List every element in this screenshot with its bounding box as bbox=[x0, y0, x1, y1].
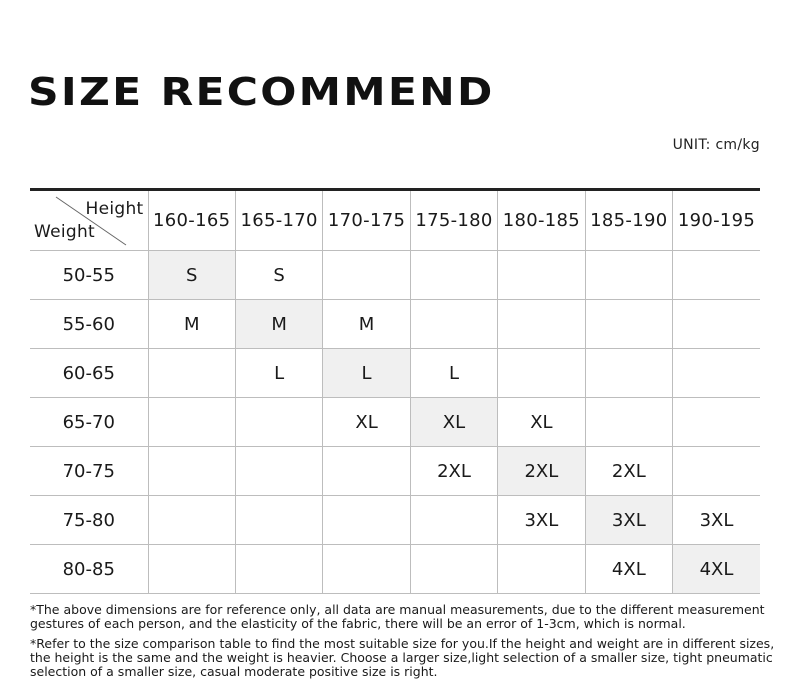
size-cell bbox=[498, 251, 585, 300]
size-cell: L bbox=[410, 349, 497, 398]
size-cell bbox=[585, 300, 672, 349]
size-cell: 3XL bbox=[585, 496, 672, 545]
size-cell bbox=[410, 545, 497, 594]
size-cell: XL bbox=[410, 398, 497, 447]
size-cell: S bbox=[235, 251, 322, 300]
corner-cell bbox=[30, 190, 148, 251]
table-row bbox=[30, 300, 760, 349]
size-cell: M bbox=[323, 300, 410, 349]
size-cell bbox=[323, 447, 410, 496]
size-cell bbox=[673, 447, 760, 496]
size-cell bbox=[410, 300, 497, 349]
page-title: SIZE RECOMMEND bbox=[28, 70, 495, 114]
height-header: 185-190 bbox=[585, 190, 672, 251]
table-row bbox=[30, 496, 760, 545]
size-cell bbox=[585, 251, 672, 300]
height-header: 180-185 bbox=[498, 190, 585, 251]
size-cell bbox=[323, 251, 410, 300]
size-cell bbox=[148, 545, 235, 594]
size-cell bbox=[235, 545, 322, 594]
size-cell bbox=[673, 398, 760, 447]
size-cell bbox=[498, 349, 585, 398]
size-cell: 3XL bbox=[673, 496, 760, 545]
size-cell bbox=[148, 398, 235, 447]
size-cell bbox=[148, 496, 235, 545]
size-cell bbox=[323, 496, 410, 545]
size-cell: 2XL bbox=[585, 447, 672, 496]
weight-range-label: 55-60 bbox=[30, 300, 148, 349]
header-row bbox=[30, 190, 760, 251]
size-chart-table bbox=[30, 188, 760, 594]
size-cell bbox=[673, 349, 760, 398]
size-cell: 3XL bbox=[498, 496, 585, 545]
table-row bbox=[30, 398, 760, 447]
height-header: 170-175 bbox=[323, 190, 410, 251]
size-cell: L bbox=[323, 349, 410, 398]
size-cell: M bbox=[148, 300, 235, 349]
size-cell bbox=[148, 447, 235, 496]
size-cell: 2XL bbox=[410, 447, 497, 496]
weight-range-label: 50-55 bbox=[30, 251, 148, 300]
size-cell bbox=[673, 251, 760, 300]
disclaimer-note: *The above dimensions are for reference only, all data are manual measurements, due to the different measurement gestures of each person, and the elasticity of the fabric, there will be an error of 1-3cm, which is normal. bbox=[30, 602, 765, 631]
height-axis-label: Height bbox=[85, 199, 144, 219]
size-cell: S bbox=[148, 251, 235, 300]
height-header: 165-170 bbox=[235, 190, 322, 251]
size-cell bbox=[498, 300, 585, 349]
size-advice-note: *Refer to the size comparison table to find the most suitable size for you.If the height and weight are in different sizes, the height is the same and the weight is heavier. Choose a larger size,light selection of a smaller size, tight pneumatic selection of a smaller size, casual moderate positive size is right. bbox=[30, 636, 775, 679]
size-cell: 4XL bbox=[673, 545, 760, 594]
size-cell bbox=[235, 496, 322, 545]
size-cell bbox=[585, 349, 672, 398]
weight-axis-label: Weight bbox=[34, 222, 96, 242]
size-cell bbox=[323, 545, 410, 594]
size-cell bbox=[410, 496, 497, 545]
size-cell bbox=[410, 251, 497, 300]
size-cell: 2XL bbox=[498, 447, 585, 496]
size-cell: M bbox=[235, 300, 322, 349]
size-cell bbox=[148, 349, 235, 398]
size-cell: XL bbox=[323, 398, 410, 447]
size-cell bbox=[235, 447, 322, 496]
unit-label: UNIT: cm/kg bbox=[672, 137, 760, 153]
weight-range-label: 80-85 bbox=[30, 545, 148, 594]
table-row bbox=[30, 251, 760, 300]
height-header: 175-180 bbox=[410, 190, 497, 251]
size-cell bbox=[585, 398, 672, 447]
size-cell: 4XL bbox=[585, 545, 672, 594]
size-cell bbox=[673, 300, 760, 349]
weight-range-label: 60-65 bbox=[30, 349, 148, 398]
size-cell: XL bbox=[498, 398, 585, 447]
height-header: 190-195 bbox=[673, 190, 760, 251]
weight-range-label: 75-80 bbox=[30, 496, 148, 545]
size-cell bbox=[235, 398, 322, 447]
height-header: 160-165 bbox=[148, 190, 235, 251]
size-cell bbox=[498, 545, 585, 594]
size-cell: L bbox=[235, 349, 322, 398]
weight-range-label: 65-70 bbox=[30, 398, 148, 447]
table-row bbox=[30, 349, 760, 398]
weight-range-label: 70-75 bbox=[30, 447, 148, 496]
table-row bbox=[30, 447, 760, 496]
table-row bbox=[30, 545, 760, 594]
